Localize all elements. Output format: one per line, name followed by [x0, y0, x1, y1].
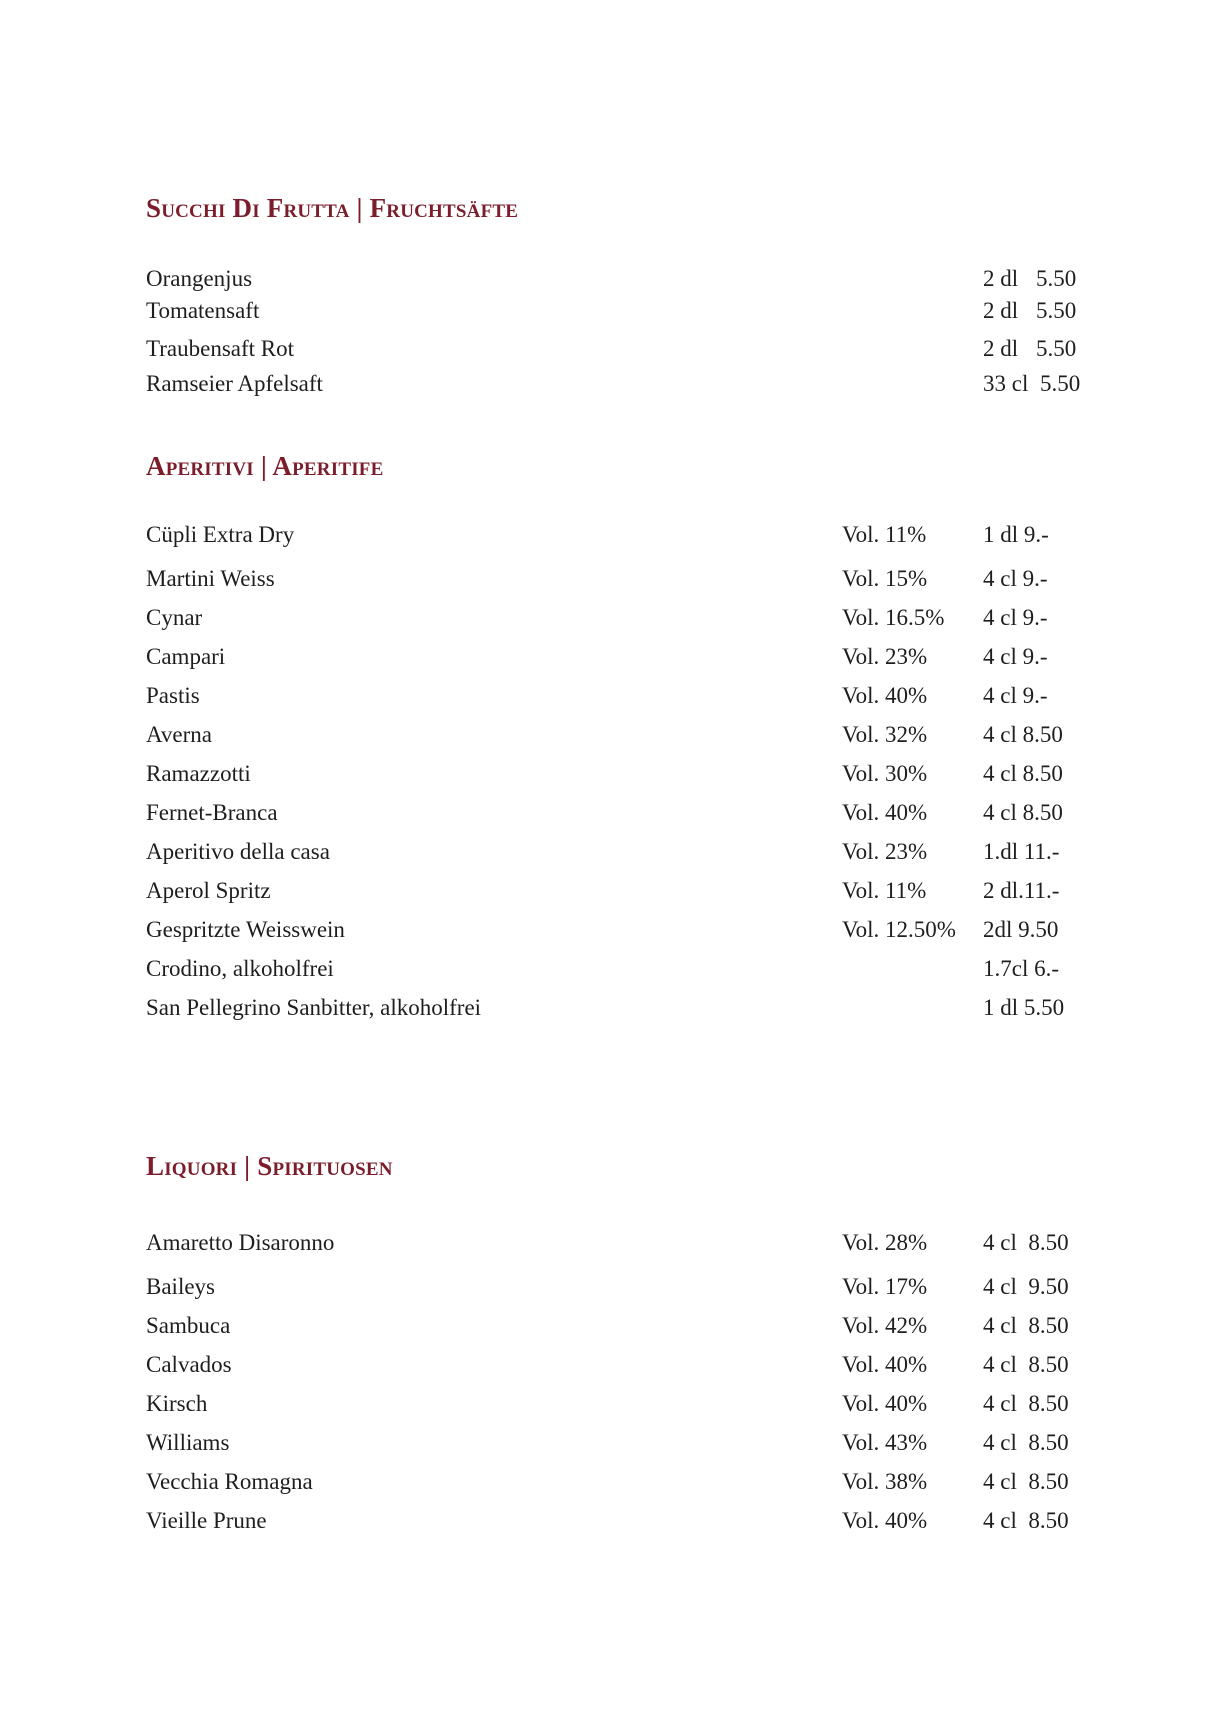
item-serving-price: 1.dl 11.-	[983, 839, 1060, 864]
menu-item	[0, 993, 1222, 1023]
item-name: Ramseier Apfelsaft	[146, 371, 323, 396]
section-heading-liquori: Liquori | Spirituosen	[146, 1151, 393, 1181]
item-serving-price: 4 cl 8.50	[983, 1430, 1069, 1455]
menu-item	[0, 1467, 1222, 1497]
item-name: Ramazzotti	[146, 761, 251, 786]
menu-item	[0, 369, 1222, 399]
item-serving-price: 4 cl 8.50	[983, 1508, 1069, 1533]
item-name: Aperitivo della casa	[146, 839, 330, 864]
item-price: 5.50	[1036, 266, 1077, 291]
item-name: Kirsch	[146, 1391, 208, 1416]
item-name: Pastis	[146, 683, 200, 708]
item-quantity: 2 dl	[983, 266, 1019, 291]
item-volume: Vol. 40%	[842, 800, 928, 825]
menu-item	[0, 954, 1222, 984]
item-name: Traubensaft Rot	[146, 336, 295, 361]
item-name: San Pellegrino Sanbitter, alkoholfrei	[146, 995, 482, 1020]
item-volume: Vol. 30%	[842, 761, 928, 786]
item-price: 5.50	[1036, 298, 1077, 323]
item-volume: Vol. 40%	[842, 1391, 928, 1416]
section-heading-aperitivi: Aperitivi | Aperitife	[146, 451, 384, 481]
menu-item	[0, 1311, 1222, 1341]
menu-item	[0, 876, 1222, 906]
item-price: 5.50	[1040, 371, 1081, 396]
menu-item	[0, 334, 1222, 364]
item-name: Vieille Prune	[146, 1508, 267, 1533]
item-volume: Vol. 11%	[842, 522, 927, 547]
menu-item	[0, 642, 1222, 672]
item-name: Baileys	[146, 1274, 215, 1299]
item-serving-price: 4 cl 8.50	[983, 1313, 1069, 1338]
item-name: Calvados	[146, 1352, 232, 1377]
menu-item	[0, 837, 1222, 867]
item-name: Tomatensaft	[146, 298, 260, 323]
item-name: Sambuca	[146, 1313, 231, 1338]
menu-item	[0, 264, 1222, 294]
item-serving-price: 4 cl 8.50	[983, 1230, 1069, 1255]
item-serving-price: 1 dl 5.50	[983, 995, 1065, 1020]
item-serving-price: 4 cl 8.50	[983, 722, 1063, 747]
section-heading-succhi: Succhi Di Frutta | Fruchtsäfte	[146, 193, 519, 223]
menu-item	[0, 1506, 1222, 1536]
item-name: Aperol Spritz	[146, 878, 271, 903]
item-quantity: 33 cl	[983, 371, 1029, 396]
item-name: Martini Weiss	[146, 566, 275, 591]
item-serving-price: 2dl 9.50	[983, 917, 1059, 942]
item-name: Orangenjus	[146, 266, 253, 291]
item-volume: Vol. 12.50%	[842, 917, 956, 942]
item-serving-price: 4 cl 9.50	[983, 1274, 1069, 1299]
item-serving-price: 4 cl 8.50	[983, 761, 1063, 786]
item-volume: Vol. 17%	[842, 1274, 928, 1299]
item-volume: Vol. 43%	[842, 1430, 928, 1455]
item-volume: Vol. 40%	[842, 1508, 928, 1533]
menu-item	[0, 1228, 1222, 1258]
item-volume: Vol. 42%	[842, 1313, 928, 1338]
item-name: Williams	[146, 1430, 230, 1455]
item-name: Cüpli Extra Dry	[146, 522, 295, 547]
item-volume: Vol. 38%	[842, 1469, 928, 1494]
item-serving-price: 4 cl 9.-	[983, 644, 1048, 669]
menu-item	[0, 720, 1222, 750]
menu-item	[0, 603, 1222, 633]
item-name: Amaretto Disaronno	[146, 1230, 335, 1255]
item-price: 5.50	[1036, 336, 1077, 361]
menu-item	[0, 520, 1222, 550]
item-serving-price: 1 dl 9.-	[983, 522, 1049, 547]
item-name: Campari	[146, 644, 226, 669]
item-quantity: 2 dl	[983, 336, 1019, 361]
item-name: Vecchia Romagna	[146, 1469, 313, 1494]
menu-item	[0, 1428, 1222, 1458]
item-volume: Vol. 11%	[842, 878, 927, 903]
item-volume: Vol. 23%	[842, 839, 928, 864]
item-serving-price: 4 cl 9.-	[983, 605, 1048, 630]
menu-item	[0, 759, 1222, 789]
item-volume: Vol. 40%	[842, 1352, 928, 1377]
item-volume: Vol. 16.5%	[842, 605, 945, 630]
item-serving-price: 4 cl 8.50	[983, 1352, 1069, 1377]
menu-item	[0, 564, 1222, 594]
item-serving-price: 4 cl 9.-	[983, 683, 1048, 708]
menu-item	[0, 915, 1222, 945]
menu-item	[0, 296, 1222, 326]
item-serving-price: 4 cl 8.50	[983, 1391, 1069, 1416]
menu-item	[0, 1350, 1222, 1380]
menu-item	[0, 1272, 1222, 1302]
menu-item	[0, 798, 1222, 828]
item-name: Crodino, alkoholfrei	[146, 956, 334, 981]
item-volume: Vol. 15%	[842, 566, 928, 591]
item-name: Cynar	[146, 605, 203, 630]
item-serving-price: 4 cl 8.50	[983, 1469, 1069, 1494]
item-serving-price: 1.7cl 6.-	[983, 956, 1060, 981]
item-serving-price: 4 cl 9.-	[983, 566, 1048, 591]
item-serving-price: 2 dl.11.-	[983, 878, 1060, 903]
item-serving-price: 4 cl 8.50	[983, 800, 1063, 825]
item-volume: Vol. 40%	[842, 683, 928, 708]
item-name: Gespritzte Weisswein	[146, 917, 345, 942]
item-name: Averna	[146, 722, 212, 747]
item-volume: Vol. 32%	[842, 722, 928, 747]
item-volume: Vol. 23%	[842, 644, 928, 669]
item-quantity: 2 dl	[983, 298, 1019, 323]
item-volume: Vol. 28%	[842, 1230, 928, 1255]
menu-item	[0, 1389, 1222, 1419]
item-name: Fernet-Branca	[146, 800, 278, 825]
menu-item	[0, 681, 1222, 711]
